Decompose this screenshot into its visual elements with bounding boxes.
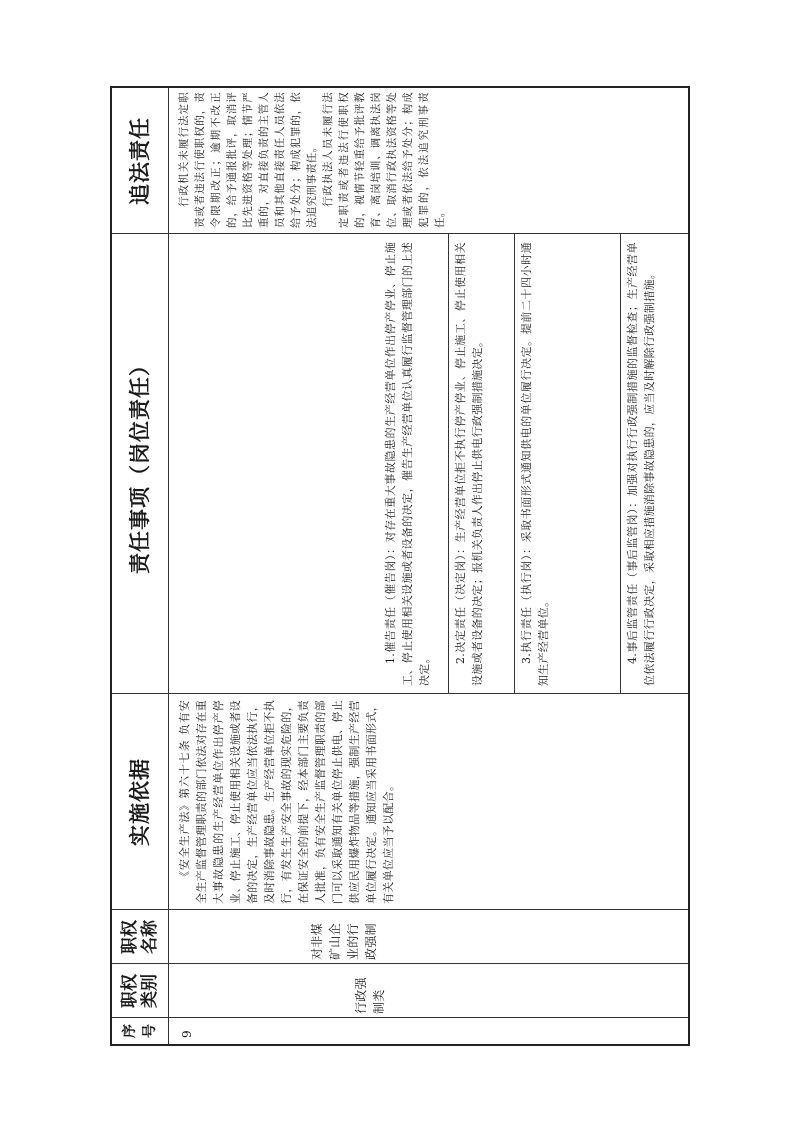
row-name: 对非煤矿山企业的行政强制: [310, 923, 378, 960]
column-divider: [112, 693, 688, 694]
duty-divider: [620, 234, 621, 694]
duty-divider: [448, 234, 449, 694]
duty-divider: [514, 234, 515, 694]
header-name: 职权名称: [120, 920, 160, 954]
column-divider: [112, 1017, 688, 1018]
header-category: 职权类别: [120, 974, 160, 1008]
row-basis: [176, 700, 397, 904]
duty-3: [518, 242, 552, 686]
column-divider: [112, 233, 688, 234]
liability-text-2: 行政执法人员未履行法定职责或者违法行使职权的，视情节轻重给予批评教育、离岗培训、调离执法岗位、取消行政执法资格等处理或者依法给予处分；构成犯罪的，依法追究刑事责任。: [322, 92, 446, 228]
header-basis: 实施依据: [127, 758, 152, 846]
header-liability: 追法责任: [127, 117, 152, 205]
duty-2: [452, 242, 486, 686]
duty-1: [382, 242, 433, 686]
basis-text: 《安全生产法》第六十七条 负有安全生产监督管理职责的部门依法对存在重大事故隐患的生产经营单位作出停产停业、停止施工、停止使用相关设施或者设备的决定，生产经营单位应当依法执行，及时消除事故隐患。生产经营单位拒不执行，有发生生产安全事故的现实危险的，在保证安全的前提下，经本部门主要负责人批准，负有安全生产监督管理职责的部门可以采取通知有关单位停止供电、停止供应民用爆炸物品等措施，强制生产经营单位履行决定。通知应当采用书面形式，有关单位应当予以配合。: [178, 700, 395, 904]
header-responsibility: 责任事项（岗位责任）: [127, 354, 152, 574]
powers-table: [110, 86, 690, 1046]
duty-1-text: 1.催告责任（催告岗）：对存在重大事故隐患的生产经营单位作出停产停业、停止施工、停止使用相关设施或者设备的决定，催告生产经营单位认真履行监督管理部门的上述决定。: [384, 242, 431, 686]
duty-4: [624, 242, 658, 686]
row-category: 行政强制类: [354, 977, 386, 1014]
duty-2-text: 2.决定责任（决定岗）：生产经营单位拒不执行停产停业、停止施工、停止使用相关设施或者设备的决定；报机关负责人作出停止供电行政强制措施决定。: [454, 242, 484, 686]
header-seq: 序号: [122, 1024, 158, 1038]
header-divider: [168, 88, 169, 1044]
duty-4-text: 4.事后监管责任（事后监管岗）：加强对执行行政强制措施的监督检查；生产经营单位依法履行行政决定，采取相应措施消除事故隐患的，应当及时解除行政强制措施。: [626, 242, 656, 686]
row-liability: [176, 92, 448, 228]
row-seq: 9: [180, 1030, 194, 1038]
liability-text-1: 行政机关未履行法定职责或者违法行使职权的，责令限期改正；逾期不改正的，给予通报批评，取消评比先进资格等处理；情节严重的，对直接负责的主管人员和其他直接责任人员依法给予处分；构成犯罪的，依法追究刑事责任。: [178, 92, 318, 228]
column-divider: [112, 909, 688, 910]
duty-3-text: 3.执行责任（执行岗）：采取书面形式通知供电的单位履行决定。提前二十四小时通知生产经营单位。: [520, 242, 550, 686]
column-divider: [112, 963, 688, 964]
